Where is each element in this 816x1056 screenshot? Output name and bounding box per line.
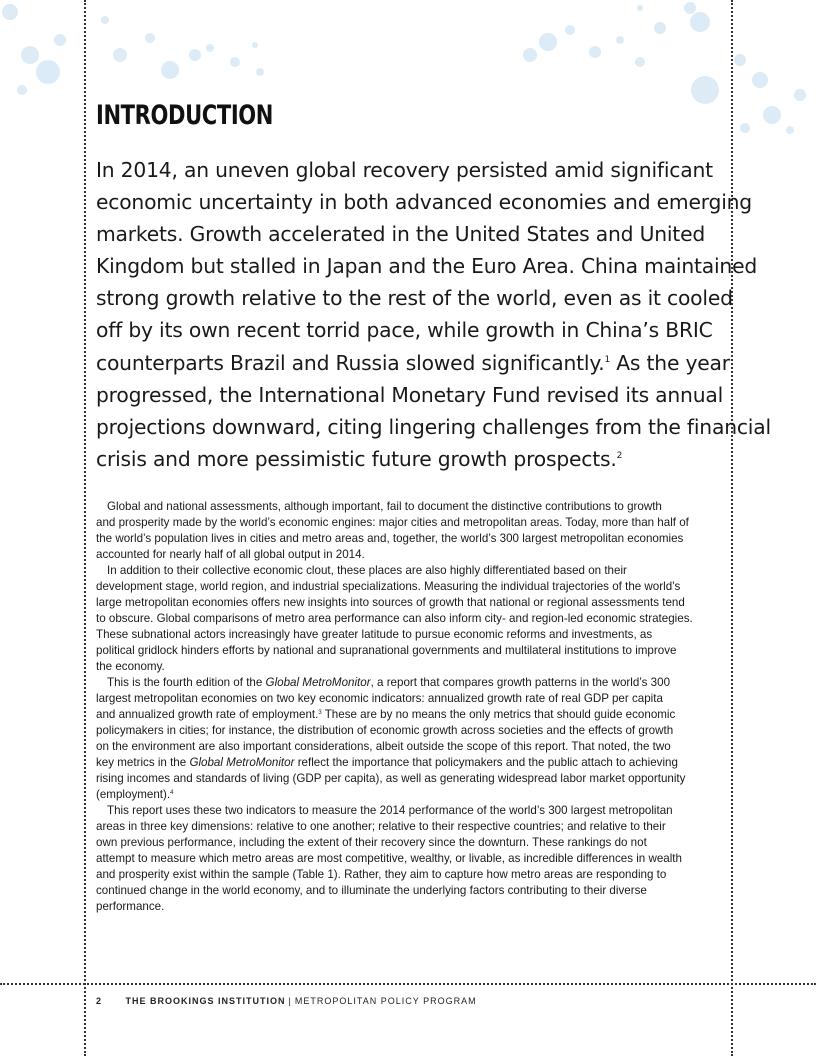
lead-line: progressed, the International Monetary Fund revised its annual bbox=[96, 382, 724, 407]
body-line: These subnational actors increasingly have greater latitude to pursue economic reforms and investments, as bbox=[96, 628, 653, 641]
body-line: This report uses these two indicators to measure the 2014 performance of the world’s 300 largest metropolitan bbox=[107, 804, 673, 817]
lead-line: economic uncertainty in both advanced economies and emerging bbox=[96, 190, 752, 215]
body-line: largest metropolitan economies on two key economic indicators: annualized growth rate of real GDP per capita bbox=[96, 692, 663, 705]
lead-line: projections downward, citing lingering challenges from the financial bbox=[96, 414, 771, 439]
body-line bbox=[96, 787, 720, 803]
text-run: (employment). bbox=[96, 788, 171, 801]
body-line: policymakers in cities; for instance, the distribution of economic growth across societies and the effects of growth bbox=[96, 724, 674, 737]
lead-line-tail: As the year bbox=[610, 350, 730, 375]
page-footer bbox=[96, 996, 477, 1006]
body-line bbox=[96, 707, 720, 723]
body-line: and prosperity made by the world’s economic engines: major cities and metropolitan areas. Today, more than half of bbox=[96, 516, 689, 529]
body-line: and prosperity exist within the sample (Table 1). Rather, they aim to capture how metro areas are responding to bbox=[96, 868, 667, 881]
lead-line-text: crisis and more pessimistic future growth prospects. bbox=[96, 446, 617, 471]
text-run: This is the fourth edition of the bbox=[107, 676, 266, 689]
paragraph-1 bbox=[96, 499, 720, 563]
body-line bbox=[96, 675, 720, 691]
report-title: Global MetroMonitor bbox=[265, 676, 371, 689]
body-line: rising incomes and standards of living (GDP per capita), as well as generating widespread labor market opportunity bbox=[96, 772, 686, 785]
body-line: continued change in the world economy, and to illuminate the underlying factors contributing to their diverse bbox=[96, 884, 647, 897]
lead-line: markets. Growth accelerated in the United States and United bbox=[96, 222, 706, 247]
lead-line bbox=[96, 443, 716, 475]
body-line: large metropolitan economies offers new insights into sources of growth that national or regional assessments tend bbox=[96, 596, 685, 609]
footer-dotted-rule bbox=[0, 983, 816, 985]
footnote-ref-1[interactable]: 1 bbox=[604, 354, 611, 365]
body-line bbox=[96, 755, 720, 771]
lead-line: In 2014, an uneven global recovery persisted amid significant bbox=[96, 158, 713, 182]
lead-paragraph bbox=[96, 154, 771, 475]
text-run: These are by no means the only metrics that should guide economic bbox=[321, 708, 676, 721]
lead-line: Kingdom but stalled in Japan and the Euro Area. China maintained bbox=[96, 254, 758, 279]
body-line: development stage, world region, and industrial specializations. Measuring the individual trajectories of the world’s bbox=[96, 580, 681, 593]
text-run: key metrics in the bbox=[96, 756, 190, 769]
footnote-ref-2[interactable]: 2 bbox=[616, 450, 623, 461]
lead-line bbox=[96, 347, 730, 379]
report-title: Global MetroMonitor bbox=[189, 756, 295, 769]
right-dotted-guide bbox=[731, 0, 733, 1056]
lead-line: strong growth relative to the rest of the world, even as it cooled bbox=[96, 286, 733, 311]
lead-line: off by its own recent torrid pace, while growth in China’s BRIC bbox=[96, 318, 713, 343]
body-line: areas in three key dimensions: relative to one another; relative to their respective countries; and relative to their bbox=[96, 820, 666, 833]
footer-org: THE BROOKINGS INSTITUTION bbox=[125, 996, 286, 1006]
text-run: , a report that compares growth patterns in the world’s 300 bbox=[370, 676, 671, 689]
footer-separator: | bbox=[288, 996, 292, 1006]
body-line: the economy. bbox=[96, 660, 165, 673]
body-line: own previous performance, including the extent of their recovery since the downturn. These rankings do not bbox=[96, 836, 647, 849]
footnote-ref-3[interactable]: 3 bbox=[318, 710, 322, 716]
footer-program: METROPOLITAN POLICY PROGRAM bbox=[294, 996, 477, 1006]
body-line: to obscure. Global comparisons of metro area performance can also inform city- and region-led economic strategies. bbox=[96, 612, 693, 625]
body-line: the world’s population lives in cities and metro areas and, together, the world’s 300 largest metropolitan economies bbox=[96, 532, 684, 545]
text-run: and annualized growth rate of employment. bbox=[96, 708, 319, 721]
body-line: attempt to measure which metro areas are most competitive, wealthy, or livable, as incredible differences in wealth bbox=[96, 852, 682, 865]
body-line: accounted for nearly half of all global output in 2014. bbox=[96, 548, 365, 561]
page-number: 2 bbox=[96, 996, 103, 1006]
lead-line-text: counterparts Brazil and Russia slowed significantly. bbox=[96, 350, 605, 375]
body-line: In addition to their collective economic clout, these places are also highly differentiated based on their bbox=[107, 564, 627, 577]
section-title: INTRODUCTION bbox=[96, 100, 274, 131]
paragraph-2 bbox=[96, 563, 720, 675]
body-text bbox=[96, 499, 720, 915]
left-dotted-guide bbox=[84, 0, 86, 1056]
paragraph-3 bbox=[96, 675, 720, 803]
paragraph-4 bbox=[96, 803, 720, 915]
body-line: performance. bbox=[96, 900, 165, 913]
body-line: political gridlock hinders efforts by national and supranational governments and multilateral institutions to improve bbox=[96, 644, 677, 657]
body-line: on the environment are also important considerations, albeit outside the scope of this report. That noted, the two bbox=[96, 740, 671, 753]
text-run: reflect the importance that policymakers and the public attach to achieving bbox=[294, 756, 678, 769]
body-line: Global and national assessments, although important, fail to document the distinctive contributions to growth bbox=[107, 500, 662, 513]
footnote-ref-4[interactable]: 4 bbox=[170, 790, 174, 796]
